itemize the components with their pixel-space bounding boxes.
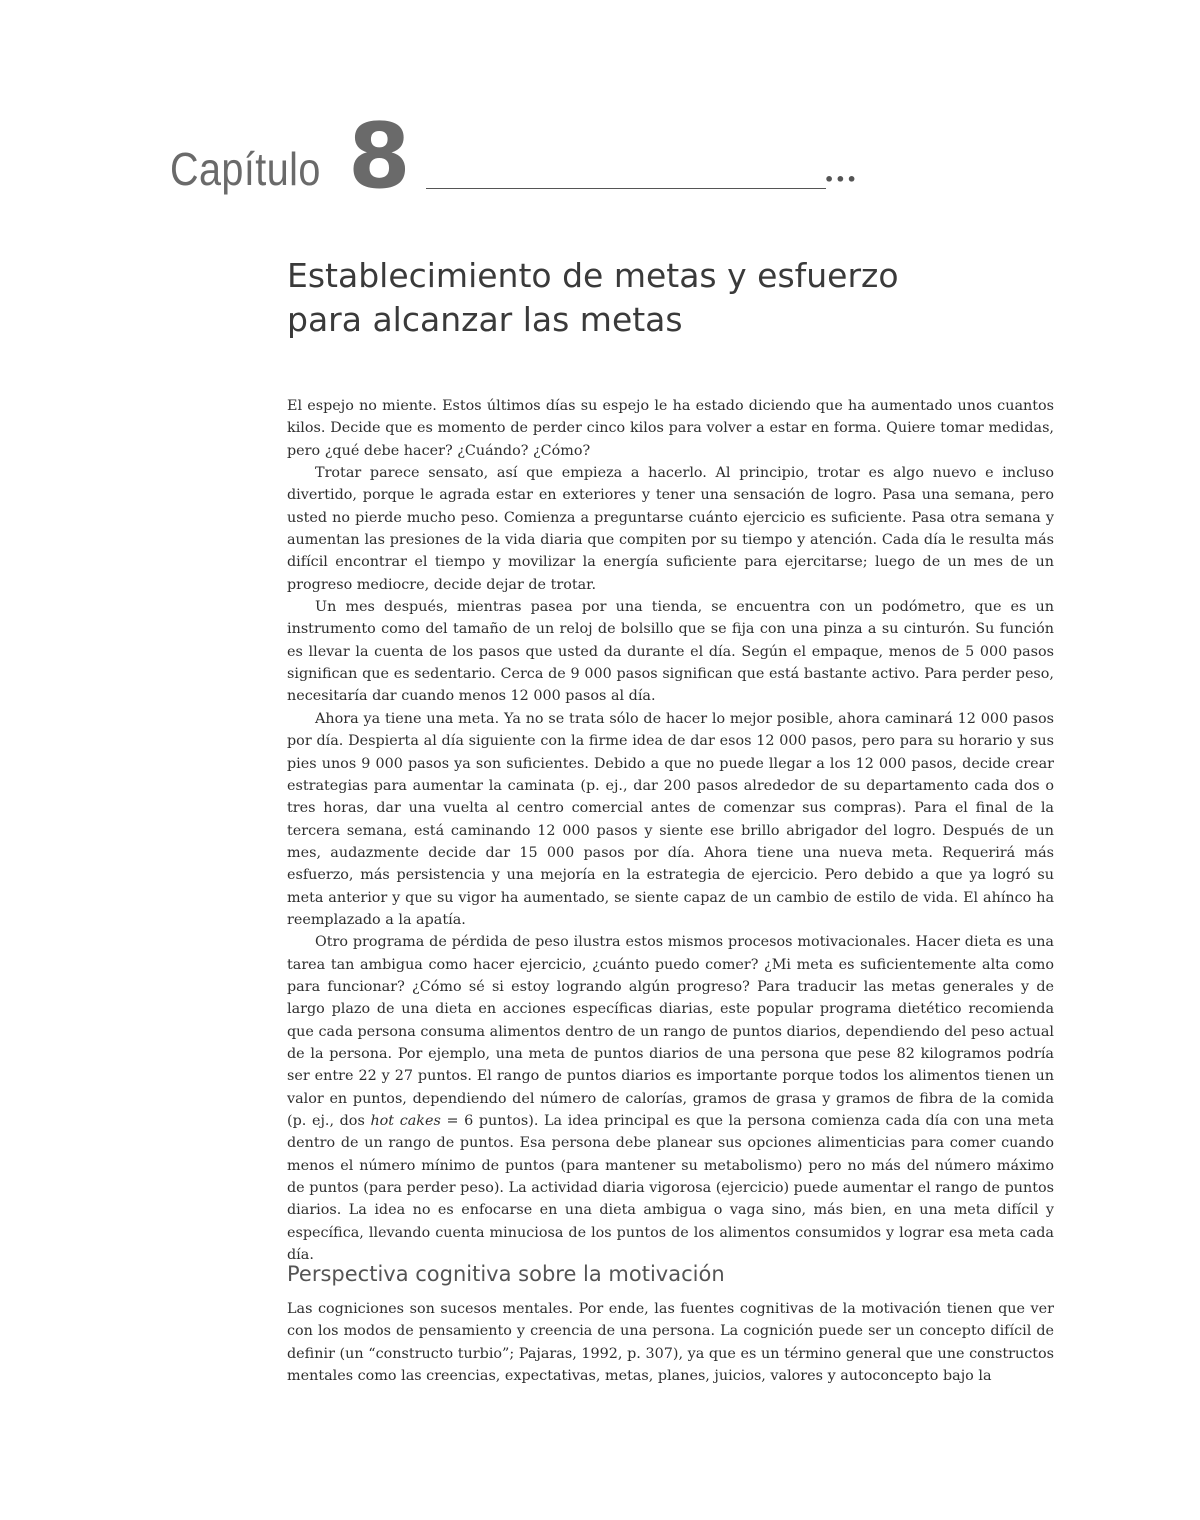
italic-term: hot cakes <box>370 1113 441 1129</box>
chapter-label: Capítulo <box>170 143 321 195</box>
chapter-dots-ornament: ••• <box>824 170 858 189</box>
paragraph-2 <box>287 462 1054 596</box>
paragraph-text: Ahora ya tiene una meta. Ya no se trata sólo de hacer lo mejor posible, ahora caminará 12 000 pasos por día. Despierta al día siguiente con la firme idea de dar esos 12 000 pasos, pero para su horario y sus pies unos 9 000 pasos ya son suficientes. Debido a que no puede llegar a los 12 000 pasos, decide crear estrategias para aumentar la caminata (p. ej., dar 200 pasos alrededor de su departamento cada dos o tres horas, dar una vuelta al centro comercial antes de comenzar sus compras). Para el final de la tercera semana, está caminando 12 000 pasos y siente ese brillo abrigador del logro. Después de un mes, audazmente decide dar 15 000 pasos por día. Ahora tiene una nueva meta. Requerirá más esfuerzo, más persistencia y una mejoría en la estrategia de ejercicio. Pero debido a que ya logró su meta anterior y que su vigor ha aumentado, se siente capaz de un cambio de estilo de vida. El ahínco ha reemplazado a la apatía. <box>287 710 1054 928</box>
chapter-header <box>170 104 870 209</box>
chapter-title-line-2: para alcanzar las metas <box>287 300 683 339</box>
paragraph-text: Trotar parece sensato, así que empieza a hacerlo. Al principio, trotar es algo nuevo e incluso divertido, porque le agrada estar en exteriores y tener una sensación de logro. Pasa una semana, pero usted no pierde mucho peso. Comienza a preguntarse cuánto ejercicio es suficiente. Pasa otra semana y aumentan las presiones de la vida diaria que compiten por su tiempo y atención. Cada día le resulta más difícil encontrar el tiempo y movilizar la energía suficiente para ejercitarse; luego de un mes de un progreso mediocre, decide dejar de trotar. <box>287 465 1054 593</box>
paragraph-text: Otro programa de pérdida de peso ilustra estos mismos procesos motivacionales. Hacer dieta es una tarea tan ambigua como hacer ejercicio, ¿cuánto puedo comer? ¿Mi meta es suficientemente alta como para funcionar? ¿Cómo sé si estoy logrando algún progreso? Para traducir las metas generales y de largo plazo de una dieta en acciones específicas diarias, este popular programa dietético recomienda que cada persona consuma alimentos dentro de un rango de puntos diarios, dependiendo del peso actual de la persona. Por ejemplo, una meta de puntos diarios de una persona que pese 82 kilogramos podría ser entre 22 y 27 puntos. El rango de puntos diarios es importante porque todos los alimentos tienen un valor en puntos, dependiendo del número de calorías, gramos de grasa y gramos de fibra de la comida (p. ej., dos <box>287 934 1054 1129</box>
paragraph-3 <box>287 596 1054 708</box>
paragraph-5 <box>287 931 1054 1266</box>
paragraph-text: Un mes después, mientras pasea por una tienda, se encuentra con un podómetro, que es un instrumento como del tamaño de un reloj de bolsillo que se fija con una pinza a su cinturón. Su función es llevar la cuenta de los pasos que usted da durante el día. Según el empaque, menos de 5 000 pasos significan que es sedentario. Cerca de 9 000 pasos significan que está bastante activo. Para perder peso, necesitaría dar cuando menos 12 000 pasos al día. <box>287 599 1054 705</box>
section-body <box>287 1298 1054 1387</box>
paragraph-text: El espejo no miente. Estos últimos días su espejo le ha estado diciendo que ha aumentado unos cuantos kilos. Decide que es momento de perder cinco kilos para volver a estar en forma. Quiere tomar medidas, pero ¿qué debe hacer? ¿Cuándo? ¿Cómo? <box>287 398 1054 459</box>
chapter-number: 8 <box>348 104 411 209</box>
paragraph-4 <box>287 708 1054 931</box>
chapter-body <box>287 395 1054 1266</box>
chapter-title-line-1: Establecimiento de metas y esfuerzo <box>287 256 899 295</box>
paragraph-text: = 6 puntos). La idea principal es que la persona comienza cada día con una meta dentro de un rango de puntos. Esa persona debe planear sus opciones alimenticias para comer cuando menos el número mínimo de puntos (para mantener su metabolismo) pero no más del número máximo de puntos (para perder peso). La actividad diaria vigorosa (ejercicio) puede aumentar el rango de puntos diarios. La idea no es enfocarse en una dieta ambigua o vaga sino, más bien, en una meta difícil y específica, llevando cuenta minuciosa de los puntos de los alimentos consumidos y lograr esa meta cada día. <box>287 1113 1055 1264</box>
section-heading: Perspectiva cognitiva sobre la motivación <box>287 1262 725 1286</box>
chapter-rule <box>426 188 826 189</box>
paragraph-1 <box>287 395 1054 462</box>
chapter-title <box>287 254 1067 342</box>
section-paragraph: Las cogniciones son sucesos mentales. Por ende, las fuentes cognitivas de la motivación tienen que ver con los modos de pensamiento y creencia de una persona. La cognición puede ser un concepto difícil de definir (un “constructo turbio”; Pajaras, 1992, p. 307), ya que es un término general que une constructos mentales como las creencias, expectativas, metas, planes, juicios, valores y autoconcepto bajo la <box>287 1301 1054 1385</box>
